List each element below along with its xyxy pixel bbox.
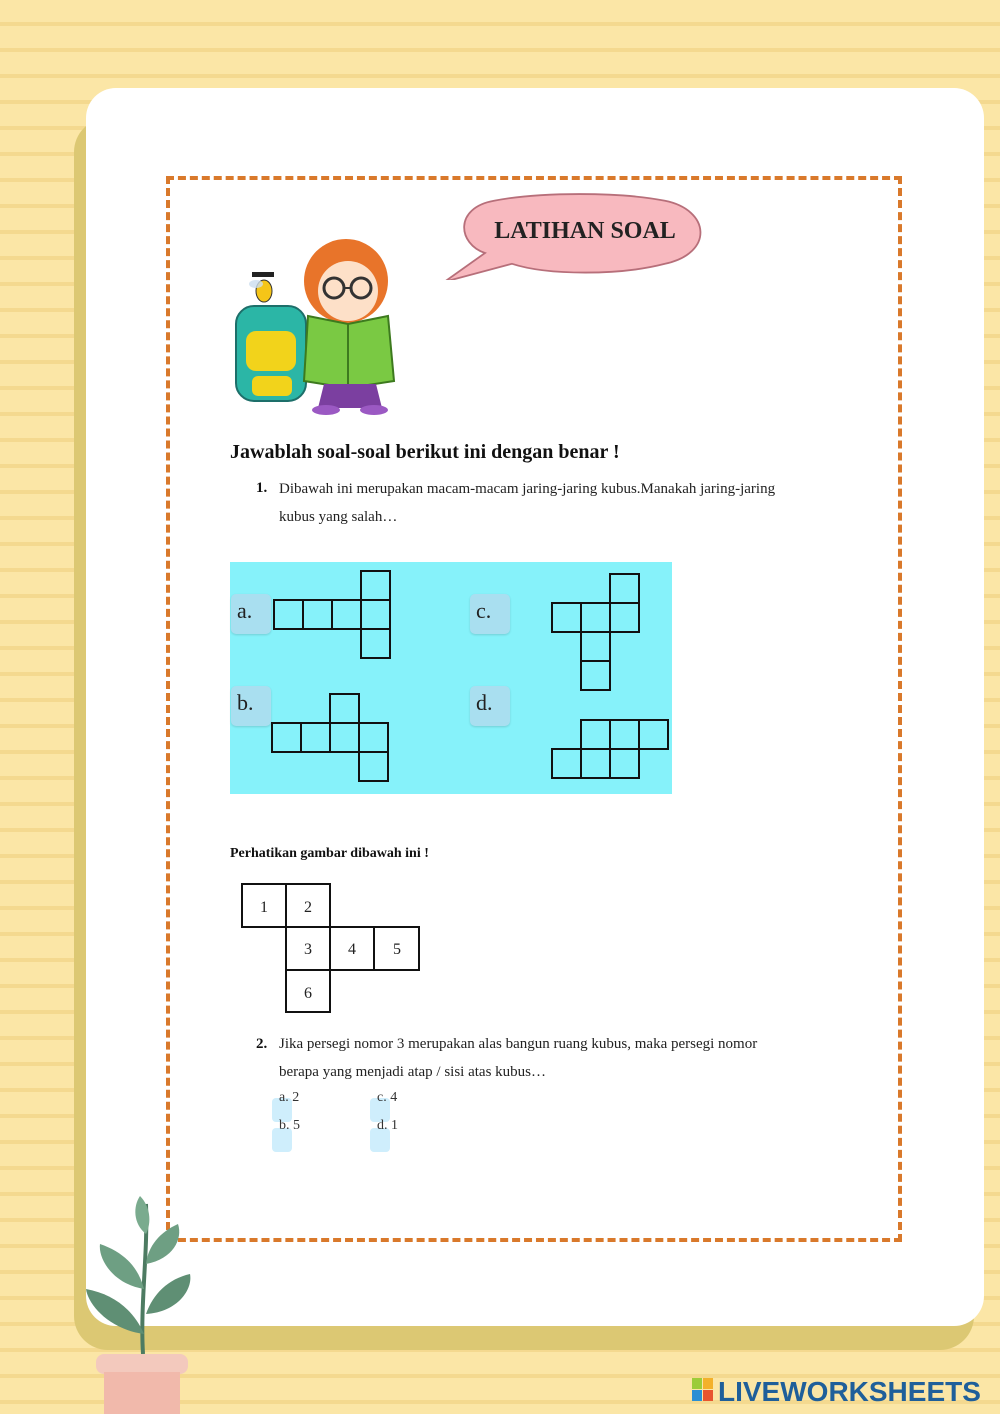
question-2-line1: Jika persegi nomor 3 merupakan alas bangun ruang kubus, maka persegi nomor [279, 1036, 758, 1052]
net-c-square [581, 661, 610, 690]
choice-b-label[interactable]: b. 5 [279, 1118, 300, 1133]
option-a-button[interactable]: a. [231, 594, 271, 634]
option-b-button[interactable]: b. [231, 686, 271, 726]
net-b-square [272, 723, 301, 752]
net-b-square [359, 723, 388, 752]
net-b-square [330, 723, 359, 752]
net-c-square [581, 632, 610, 661]
page-title: LATIHAN SOAL [494, 218, 676, 244]
option-d-button[interactable]: d. [470, 686, 510, 726]
net-c-square [610, 603, 639, 632]
question-2-number: 2. [256, 1036, 268, 1052]
brand-wordmark: LIVEWORKSHEETS [718, 1376, 981, 1407]
question-1-line2: kubus yang salah… [279, 509, 398, 525]
liveworksheets-logo-icon [692, 1378, 714, 1402]
net-c-square [552, 603, 581, 632]
net-c-square [581, 603, 610, 632]
net-a-square [361, 600, 390, 629]
net-d-square [552, 749, 581, 778]
numbered-cube-net [240, 882, 424, 1014]
cube-nets-drawing [230, 562, 672, 794]
net-label-1: 1 [260, 899, 268, 916]
net-d-square [610, 720, 639, 749]
net-a-square [332, 600, 361, 629]
kid-reading-illustration [226, 236, 416, 416]
net-a-square [274, 600, 303, 629]
net-d-square [581, 749, 610, 778]
instruction-heading: Jawablah soal-soal berikut ini dengan benar ! [230, 441, 620, 463]
potted-plant-illustration [78, 1194, 208, 1414]
option-c-button[interactable]: c. [470, 594, 510, 634]
net-a-square [303, 600, 332, 629]
question-1-line1: Dibawah ini merupakan macam-macam jaring-jaring kubus.Manakah jaring-jaring [279, 481, 776, 497]
question-1-number: 1. [256, 480, 268, 496]
net-label-2: 2 [304, 899, 312, 916]
net-c-square [610, 574, 639, 603]
net-label-6: 6 [304, 985, 312, 1002]
net-a-square [361, 571, 390, 600]
net-b-square [330, 694, 359, 723]
net-b-square [301, 723, 330, 752]
choice-c-label[interactable]: c. 4 [377, 1090, 398, 1105]
choice-d-label[interactable]: d. 1 [377, 1118, 398, 1133]
net-d-square [581, 720, 610, 749]
net-a-square [361, 629, 390, 658]
observe-label: Perhatikan gambar dibawah ini ! [230, 846, 429, 861]
net-d-square [639, 720, 668, 749]
net-label-3: 3 [304, 941, 312, 958]
choice-a-label[interactable]: a. 2 [279, 1090, 300, 1105]
net-label-5: 5 [393, 941, 401, 958]
net-label-4: 4 [348, 941, 356, 958]
net-b-square [359, 752, 388, 781]
net-d-square [610, 749, 639, 778]
question-2-line2: berapa yang menjadi atap / sisi atas kubus… [279, 1064, 547, 1080]
